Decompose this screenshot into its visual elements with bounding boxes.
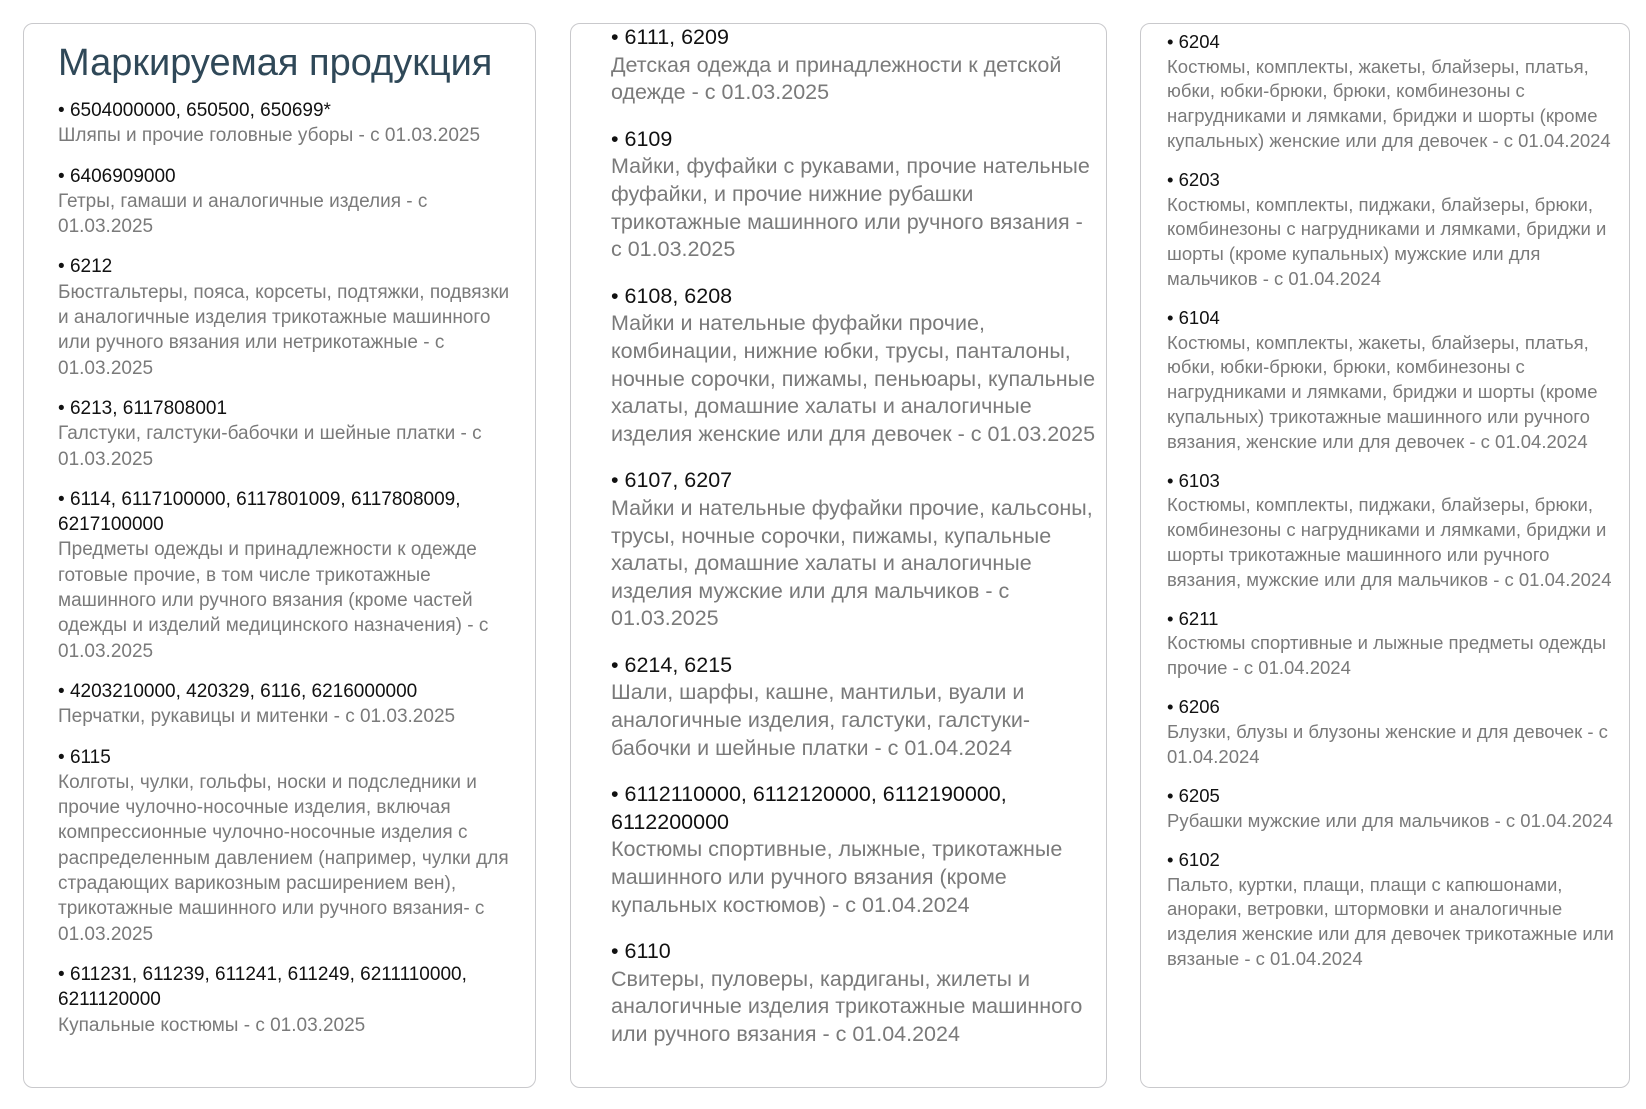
item-description: Шали, шарфы, кашне, мантильи, вуали и аналогичные изделия, галстуки, галстуки-бабочки и шейные платки - с 01.04.2024 [611, 680, 1031, 760]
item-description: Гетры, гамаши и аналогичные изделия - с 01.03.2025 [58, 190, 428, 238]
item-description: Костюмы спортивные и лыжные предметы одежды прочие - с 01.04.2024 [1167, 632, 1607, 679]
list-item [611, 652, 1098, 762]
item-code: • 6214, 6215 [611, 652, 1098, 680]
item-description: Костюмы, комплекты, пиджаки, блайзеры, брюки, комбинезоны с нагрудниками и лямками, бриджи и шорты трикотажные машинного или ручного вязания, мужские или для мальчиков - с 01.04.2024 [1167, 494, 1612, 590]
page-title: Маркируемая продукция [58, 42, 493, 84]
item-code: • 6213, 6117808001 [58, 396, 517, 421]
list-item [58, 396, 517, 472]
list-item [1167, 607, 1619, 681]
list-item [58, 962, 517, 1038]
item-description: Пальто, куртки, плащи, плащи с капюшонами, анораки, ветровки, штормовки и аналогичные изделия женские или для девочек трикотажные или вязаные - с 01.04.2024 [1167, 873, 1614, 969]
item-code: • 6203 [1167, 168, 1619, 193]
list-item [611, 24, 1098, 107]
item-description: Шляпы и прочие головные уборы - с 01.03.2025 [58, 125, 481, 147]
column-card-1 [23, 23, 536, 1088]
item-code: • 6206 [1167, 695, 1619, 720]
item-code: • 6110 [611, 938, 1098, 966]
item-code: • 6212 [58, 254, 517, 279]
list-item [58, 98, 517, 149]
list-item [58, 745, 517, 947]
list-item [58, 487, 517, 664]
item-code: • 6107, 6207 [611, 467, 1098, 495]
item-description: Свитеры, пуловеры, кардиганы, жилеты и аналогичные изделия трикотажные машинного или ручного вязания - с 01.04.2024 [611, 966, 1083, 1046]
list-item [611, 467, 1098, 633]
list-item [1167, 848, 1619, 972]
list-item [1167, 469, 1619, 593]
item-code: • 6504000000, 650500, 650699* [58, 98, 517, 123]
item-code: • 6406909000 [58, 164, 517, 189]
item-code: • 6205 [1167, 784, 1619, 809]
item-code: • 6204 [1167, 30, 1619, 55]
list-item [58, 164, 517, 240]
list-item [1167, 30, 1619, 154]
item-code: • 6211 [1167, 607, 1619, 632]
list-item [58, 679, 517, 730]
item-code: • 6112110000, 6112120000, 6112190000, 6112200000 [611, 781, 1098, 836]
item-description: Колготы, чулки, гольфы, носки и подследники и прочие чулочно-носочные изделия, включая компрессионные чулочно-носочные изделия с распределенным давлением (например, чулки для страдающих варикозным расширением вен), трикотажные машинного или ручного вязания- с 01.03.2025 [58, 771, 509, 945]
item-code: • 6104 [1167, 306, 1619, 331]
item-description: Галстуки, галстуки-бабочки и шейные платки - с 01.03.2025 [58, 423, 482, 470]
item-description: Майки, фуфайки с рукавами, прочие нательные фуфайки, и прочие нижние рубашки трикотажные машинного или ручного вязания - с 01.03.2025 [611, 154, 1090, 262]
item-description: Костюмы спортивные, лыжные, трикотажные машинного или ручного вязания (кроме купальных костюмов) - с 01.04.2024 [611, 837, 1063, 917]
item-description: Купальные костюмы - с 01.03.2025 [58, 1014, 366, 1036]
item-description: Предметы одежды и принадлежности к одежде готовые прочие, в том числе трикотажные машинного или ручного вязания (кроме частей одежды и изделий медицинского назначения) - с 01.03.2025 [58, 539, 489, 662]
item-description: Детская одежда и принадлежности к детской одежде - с 01.03.2025 [611, 52, 1062, 105]
item-code: • 6109 [611, 126, 1098, 154]
list-item [1167, 168, 1619, 292]
item-code: • 611231, 611239, 611241, 611249, 6211110000, 6211120000 [58, 962, 517, 1013]
list-item [611, 938, 1098, 1048]
item-code: • 6108, 6208 [611, 283, 1098, 311]
item-code: • 6111, 6209 [611, 24, 1098, 52]
list-item [611, 126, 1098, 264]
column-card-2 [570, 23, 1107, 1088]
list-item [1167, 695, 1619, 769]
column-card-3 [1140, 23, 1630, 1088]
list-item [611, 781, 1098, 919]
list-item [611, 283, 1098, 449]
list-item [1167, 306, 1619, 454]
item-description: Рубашки мужские или для мальчиков - с 01.04.2024 [1167, 809, 1613, 831]
item-description: Майки и нательные фуфайки прочие, кальсоны, трусы, ночные сорочки, пижамы, купальные халаты, домашние халаты и аналогичные изделия мужские или для мальчиков - с 01.03.2025 [611, 495, 1093, 631]
item-description: Блузки, блузы и блузоны женские и для девочек - с 01.04.2024 [1167, 721, 1608, 767]
item-code: • 6102 [1167, 848, 1619, 873]
item-code: • 6114, 6117100000, 6117801009, 6117808009, 6217100000 [58, 487, 517, 538]
item-description: Бюстгальтеры, пояса, корсеты, подтяжки, подвязки и аналогичные изделия трикотажные машинного или ручного вязания или нетрикотажные - с 01.03.2025 [58, 281, 510, 379]
list-item [1167, 784, 1619, 833]
item-code: • 6115 [58, 745, 517, 770]
list-item [58, 254, 517, 380]
item-description: Перчатки, рукавицы и митенки - с 01.03.2025 [58, 706, 456, 728]
item-code: • 4203210000, 420329, 6116, 6216000000 [58, 679, 517, 704]
item-description: Майки и нательные фуфайки прочие, комбинации, нижние юбки, трусы, панталоны, ночные сорочки, пижамы, пеньюары, купальные халаты, домашние халаты и аналогичные изделия женские или для девочек - с 01.03.2025 [611, 311, 1096, 446]
item-description: Костюмы, комплекты, жакеты, блайзеры, платья, юбки, юбки-брюки, брюки, комбинезоны с нагрудниками и лямками, бриджи и шорты (кроме купальных) женские или для девочек - с 01.04.2024 [1167, 55, 1611, 151]
item-description: Костюмы, комплекты, жакеты, блайзеры, платья, юбки, юбки-брюки, брюки, комбинезоны с нагрудниками и лямками, бриджи и шорты (кроме купальных) трикотажные машинного или ручного вязания, женские или для девочек - с 01.04.2024 [1167, 331, 1598, 452]
item-code: • 6103 [1167, 469, 1619, 494]
item-description: Костюмы, комплекты, пиджаки, блайзеры, брюки, комбинезоны с нагрудниками и лямками, бриджи и шорты (кроме купальных) мужские или для мальчиков - с 01.04.2024 [1167, 193, 1607, 289]
